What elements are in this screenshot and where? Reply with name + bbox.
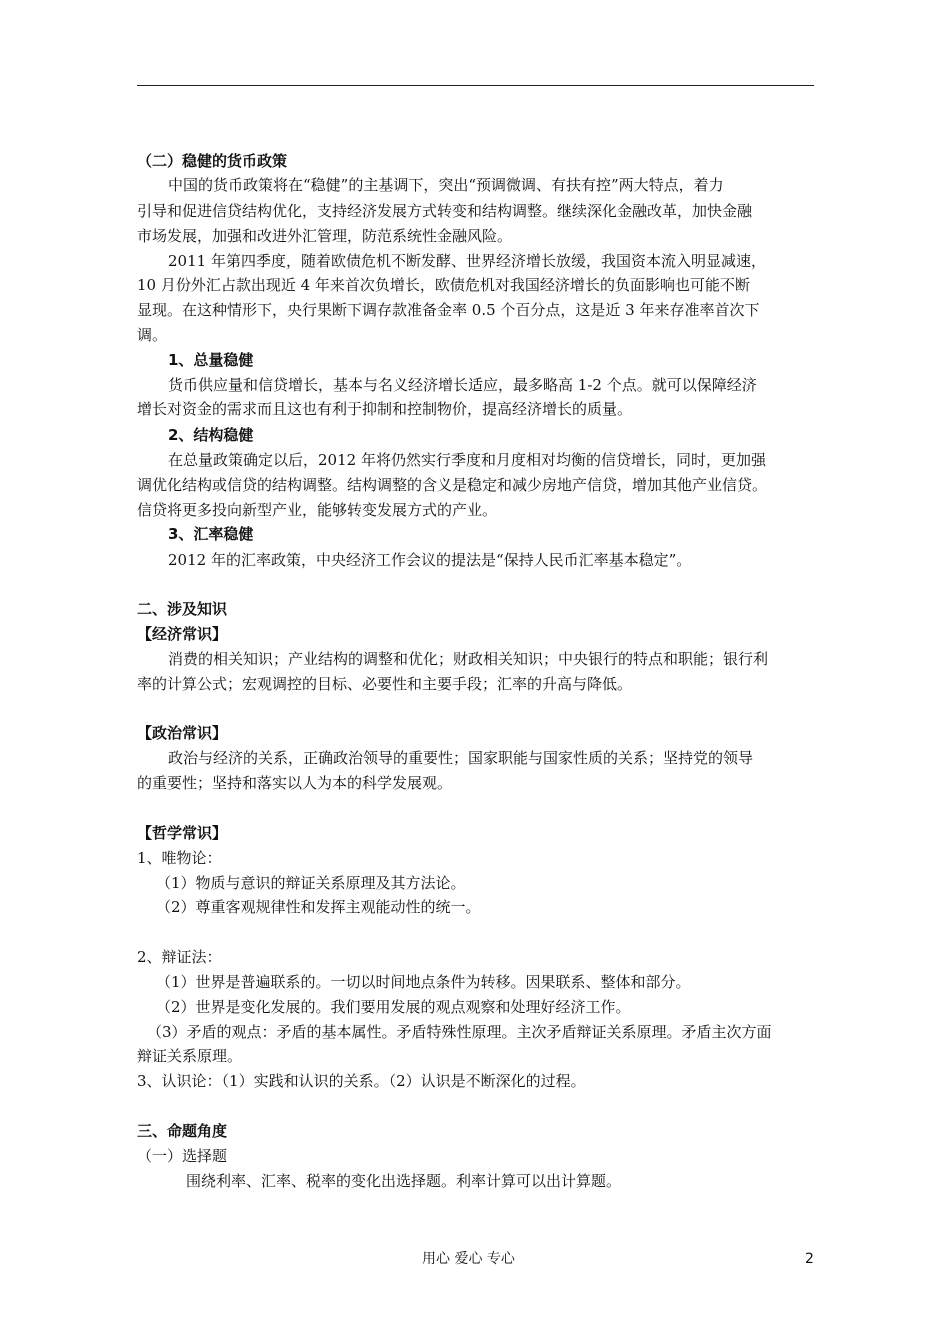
- list-item: 2、辩证法：: [137, 948, 222, 966]
- list-item: （2）世界是变化发展的。我们要用发展的观点观察和处理好经济工作。: [156, 998, 631, 1016]
- paragraph-line: 显现。在这种情形下，央行果断下调存款准备金率 0.5 个百分点，这是近 3 年来存准率首次下: [137, 301, 760, 319]
- paragraph-line: 货币供应量和信贷增长，基本与名义经济增长适应，最多略高 1-2 个点。就可以保障经济: [168, 376, 757, 394]
- subheading-exchange-rate-stability: 3、汇率稳健: [168, 525, 254, 543]
- list-item: （2）尊重客观规律性和发挥主观能动性的统一。: [156, 898, 481, 916]
- paragraph-line: 消费的相关知识；产业结构的调整和优化；财政相关知识；中央银行的特点和职能；银行利: [168, 650, 769, 668]
- subheading-total-stability: 1、总量稳健: [168, 351, 254, 369]
- paragraph-line: 调。: [137, 326, 168, 344]
- paragraph-line: 2011 年第四季度，随着欧债危机不断发酵、世界经济增长放缓，我国资本流入明显减速，: [168, 252, 766, 270]
- list-item: （一）选择题: [137, 1147, 228, 1165]
- paragraph-line: 调优化结构或信贷的结构调整。结构调整的含义是稳定和减少房地产信贷，增加其他产业信贷。: [137, 476, 768, 494]
- page-number: 2: [805, 1251, 814, 1267]
- list-item: （3）矛盾的观点：矛盾的基本属性。矛盾特殊性原理。主次矛盾辩证关系原理。矛盾主次方面: [147, 1023, 772, 1041]
- list-item: 辩证关系原理。: [137, 1047, 243, 1065]
- section-heading-monetary-policy: （二）稳健的货币政策: [137, 152, 288, 170]
- subheading-politics: 【政治常识】: [137, 724, 228, 742]
- header-rule: [137, 85, 814, 86]
- footer-motto: 用心 爱心 专心: [422, 1251, 515, 1267]
- list-item: （1）物质与意识的辩证关系原理及其方法论。: [156, 874, 466, 892]
- section-heading-knowledge: 二、涉及知识: [137, 600, 228, 618]
- paragraph-line: 在总量政策确定以后，2012 年将仍然实行季度和月度相对均衡的信贷增长，同时，更加强: [168, 451, 766, 469]
- paragraph-line: 率的计算公式；宏观调控的目标、必要性和主要手段；汇率的升高与降低。: [137, 675, 633, 693]
- paragraph-line: 信贷将更多投向新型产业，能够转变发展方式的产业。: [137, 501, 498, 519]
- list-item: （1）世界是普遍联系的。一切以时间地点条件为转移。因果联系、整体和部分。: [156, 973, 691, 991]
- section-heading-question-angles: 三、命题角度: [137, 1122, 228, 1140]
- subheading-structural-stability: 2、结构稳健: [168, 426, 254, 444]
- paragraph-line: 中国的货币政策将在“稳健”的主基调下，突出“预调微调、有扶有控”两大特点，着力: [168, 176, 724, 194]
- paragraph-line: 的重要性；坚持和落实以人为本的科学发展观。: [137, 774, 453, 792]
- list-item: 1、唯物论：: [137, 849, 222, 867]
- subheading-economics: 【经济常识】: [137, 625, 228, 643]
- paragraph-line: 增长对资金的需求而且这也有利于抑制和控制物价，提高经济增长的质量。: [137, 400, 633, 418]
- paragraph-line: 围绕利率、汇率、税率的变化出选择题。利率计算可以出计算题。: [186, 1172, 622, 1190]
- subheading-philosophy: 【哲学常识】: [137, 824, 228, 842]
- paragraph-line: 市场发展，加强和改进外汇管理，防范系统性金融风险。: [137, 227, 513, 245]
- paragraph-line: 政治与经济的关系，正确政治领导的重要性；国家职能与国家性质的关系；坚持党的领导: [168, 749, 754, 767]
- paragraph-line: 2012 年的汇率政策，中央经济工作会议的提法是“保持人民币汇率基本稳定”。: [168, 551, 692, 569]
- list-item: 3、认识论：（1）实践和认识的关系。（2）认识是不断深化的过程。: [137, 1072, 586, 1090]
- paragraph-line: 引导和促进信贷结构优化，支持经济发展方式转变和结构调整。继续深化金融改革，加快金融: [137, 202, 753, 220]
- paragraph-line: 10 月份外汇占款出现近 4 年来首次负增长，欧债危机对我国经济增长的负面影响也可能不断: [137, 276, 750, 294]
